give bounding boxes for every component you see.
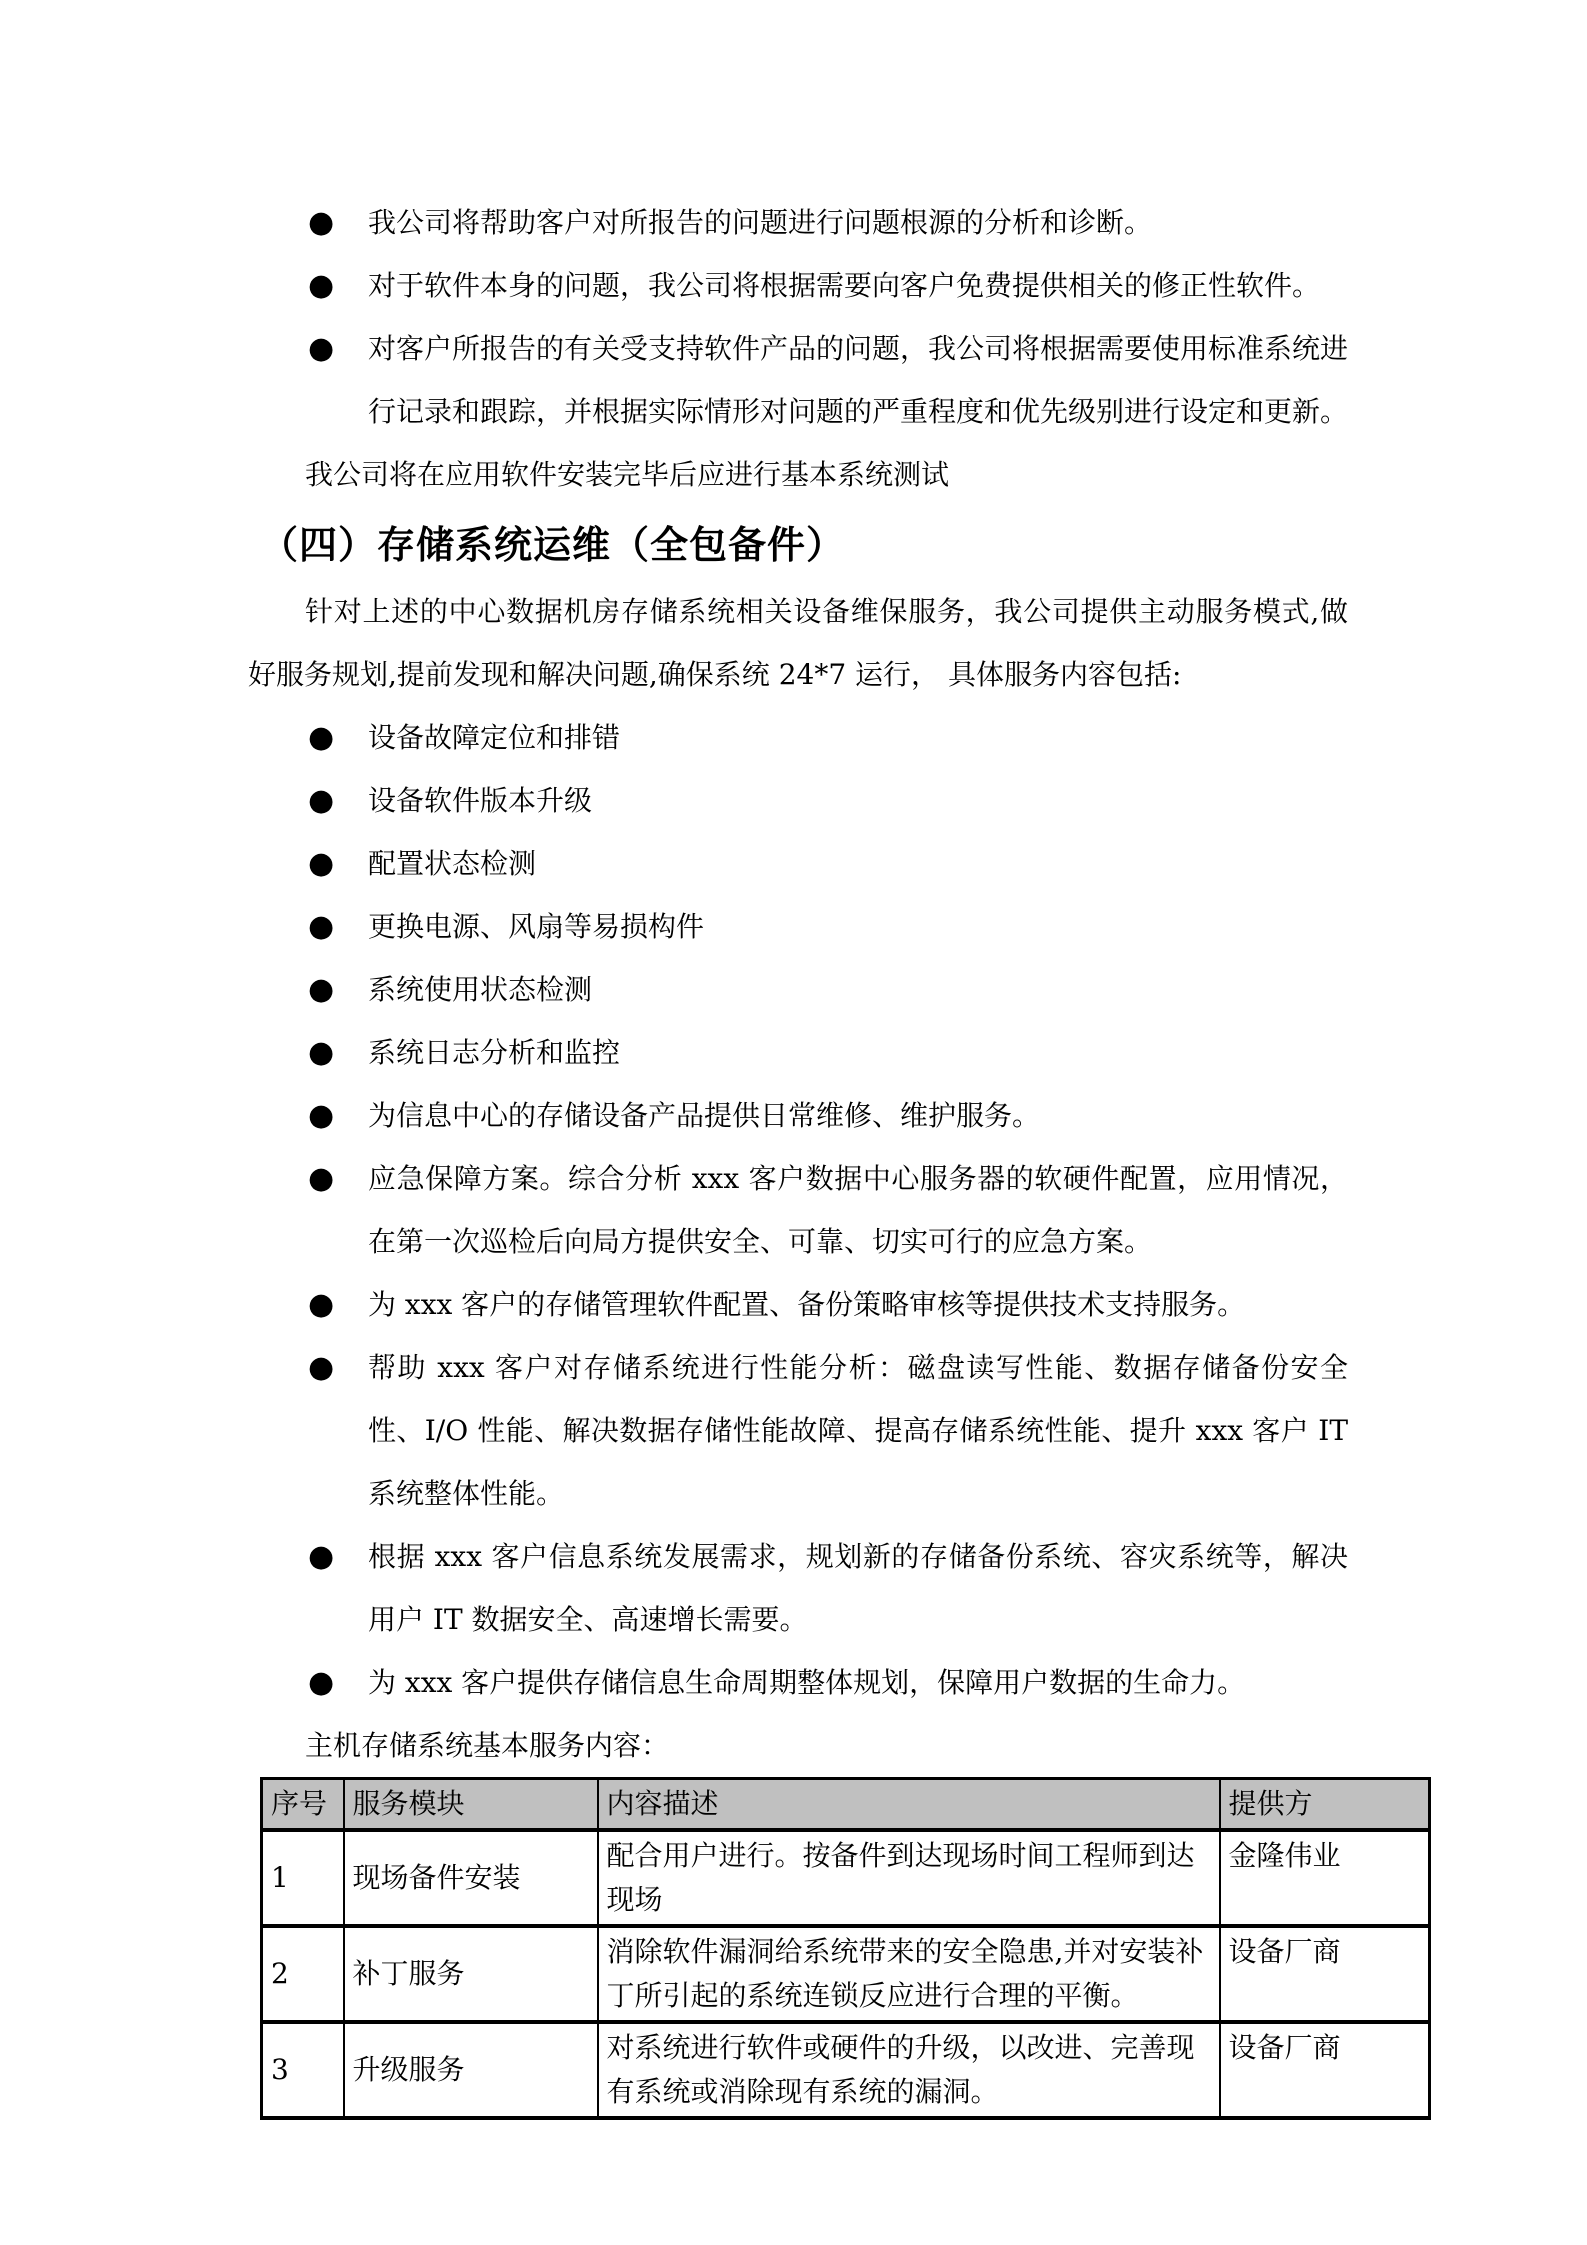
table-header-row bbox=[262, 1779, 1430, 1831]
col-header-provider: 提供方 bbox=[1220, 1779, 1430, 1831]
bullet-icon: ● bbox=[308, 268, 335, 303]
list-item bbox=[248, 1273, 1348, 1336]
cell-no: 1 bbox=[262, 1830, 344, 1926]
bullet-icon: ● bbox=[308, 1287, 335, 1322]
list-item bbox=[248, 1084, 1348, 1147]
service-bullet-list bbox=[248, 706, 1348, 1714]
bullet-icon: ● bbox=[308, 1035, 335, 1070]
col-header-desc: 内容描述 bbox=[598, 1779, 1220, 1831]
cell-provider: 设备厂商 bbox=[1220, 2022, 1430, 2118]
list-item bbox=[248, 769, 1348, 832]
list-item bbox=[248, 1021, 1348, 1084]
cell-provider: 设备厂商 bbox=[1220, 1926, 1430, 2022]
list-item bbox=[248, 1147, 1348, 1273]
intro-paragraph: 针对上述的中心数据机房存储系统相关设备维保服务，我公司提供主动服务模式,做好服务规划,提前发现和解决问题,确保系统 24*7 运行， 具体服务内容包括: bbox=[248, 595, 1348, 691]
list-item bbox=[248, 958, 1348, 1021]
bullet-text: 系统使用状态检测 bbox=[368, 973, 593, 1006]
bullet-icon: ● bbox=[308, 846, 335, 881]
bullet-list-top bbox=[248, 191, 1348, 443]
bullet-text: 对客户所报告的有关受支持软件产品的问题，我公司将根据需要使用标准系统进行记录和跟踪，并根据实际情形对问题的严重程度和优先级别进行设定和更新。 bbox=[368, 332, 1349, 428]
bullet-text: 系统日志分析和监控 bbox=[368, 1036, 621, 1069]
cell-desc: 配合用户进行。按备件到达现场时间工程师到达现场 bbox=[598, 1830, 1220, 1926]
cell-module: 现场备件安装 bbox=[344, 1830, 598, 1926]
bullet-text: 为信息中心的存储设备产品提供日常维修、维护服务。 bbox=[368, 1099, 1041, 1132]
cell-desc: 消除软件漏洞给系统带来的安全隐患,并对安装补丁所引起的系统连锁反应进行合理的平衡。 bbox=[598, 1926, 1220, 2022]
bullet-text: 为 xxx 客户的存储管理软件配置、备份策略审核等提供技术支持服务。 bbox=[368, 1288, 1246, 1321]
service-table bbox=[260, 1777, 1431, 2120]
bullet-icon: ● bbox=[308, 331, 335, 366]
cell-module: 补丁服务 bbox=[344, 1926, 598, 2022]
list-item bbox=[248, 254, 1348, 317]
table-row bbox=[262, 1830, 1430, 1926]
bullet-text: 更换电源、风扇等易损构件 bbox=[368, 910, 705, 943]
bullet-text: 配置状态检测 bbox=[368, 847, 537, 880]
bullet-icon: ● bbox=[308, 1665, 335, 1700]
bullet-icon: ● bbox=[308, 720, 335, 755]
bullet-icon: ● bbox=[308, 205, 335, 240]
paragraph-system-test: 我公司将在应用软件安装完毕后应进行基本系统测试 bbox=[305, 458, 950, 491]
col-header-module: 服务模块 bbox=[344, 1779, 598, 1831]
list-item bbox=[248, 895, 1348, 958]
list-item bbox=[248, 317, 1348, 443]
cell-provider: 金隆伟业 bbox=[1220, 1830, 1430, 1926]
bullet-text: 为 xxx 客户提供存储信息生命周期整体规划，保障用户数据的生命力。 bbox=[368, 1666, 1246, 1699]
col-header-no: 序号 bbox=[262, 1779, 344, 1831]
bullet-icon: ● bbox=[308, 1350, 335, 1385]
bullet-text: 对于软件本身的问题，我公司将根据需要向客户免费提供相关的修正性软件。 bbox=[368, 269, 1321, 302]
cell-module: 升级服务 bbox=[344, 2022, 598, 2118]
bullet-icon: ● bbox=[308, 1098, 335, 1133]
bullet-text: 设备软件版本升级 bbox=[368, 784, 593, 817]
list-item bbox=[248, 191, 1348, 254]
bullet-text: 我公司将帮助客户对所报告的问题进行问题根源的分析和诊断。 bbox=[368, 206, 1153, 239]
bullet-icon: ● bbox=[308, 972, 335, 1007]
bullet-icon: ● bbox=[308, 909, 335, 944]
list-item bbox=[248, 706, 1348, 769]
bullet-text: 根据 xxx 客户信息系统发展需求，规划新的存储备份系统、容灾系统等，解决用户 IT 数据安全、高速增长需要。 bbox=[368, 1540, 1348, 1636]
bullet-text: 应急保障方案。综合分析 xxx 客户数据中心服务器的软硬件配置，应用情况，在第一次巡检后向局方提供安全、可靠、切实可行的应急方案。 bbox=[368, 1162, 1348, 1258]
list-item bbox=[248, 1651, 1348, 1714]
bullet-text: 帮助 xxx 客户对存储系统进行性能分析：磁盘读写性能、数据存储备份安全性、I/O 性能、解决数据存储性能故障、提高存储系统性能、提升 xxx 客户 IT 系统整体性能。 bbox=[368, 1351, 1348, 1510]
bullet-icon: ● bbox=[308, 783, 335, 818]
bullet-text: 设备故障定位和排错 bbox=[368, 721, 621, 754]
table-row bbox=[262, 2022, 1430, 2118]
cell-no: 2 bbox=[262, 1926, 344, 2022]
list-item bbox=[248, 1336, 1348, 1525]
list-item bbox=[248, 832, 1348, 895]
cell-no: 3 bbox=[262, 2022, 344, 2118]
table-row bbox=[262, 1926, 1430, 2022]
bullet-icon: ● bbox=[308, 1161, 335, 1196]
list-item bbox=[248, 1525, 1348, 1651]
section-heading: （四）存储系统运维（全包备件） bbox=[260, 522, 846, 567]
table-intro: 主机存储系统基本服务内容： bbox=[305, 1729, 670, 1762]
cell-desc: 对系统进行软件或硬件的升级，以改进、完善现有系统或消除现有系统的漏洞。 bbox=[598, 2022, 1220, 2118]
bullet-icon: ● bbox=[308, 1539, 335, 1574]
